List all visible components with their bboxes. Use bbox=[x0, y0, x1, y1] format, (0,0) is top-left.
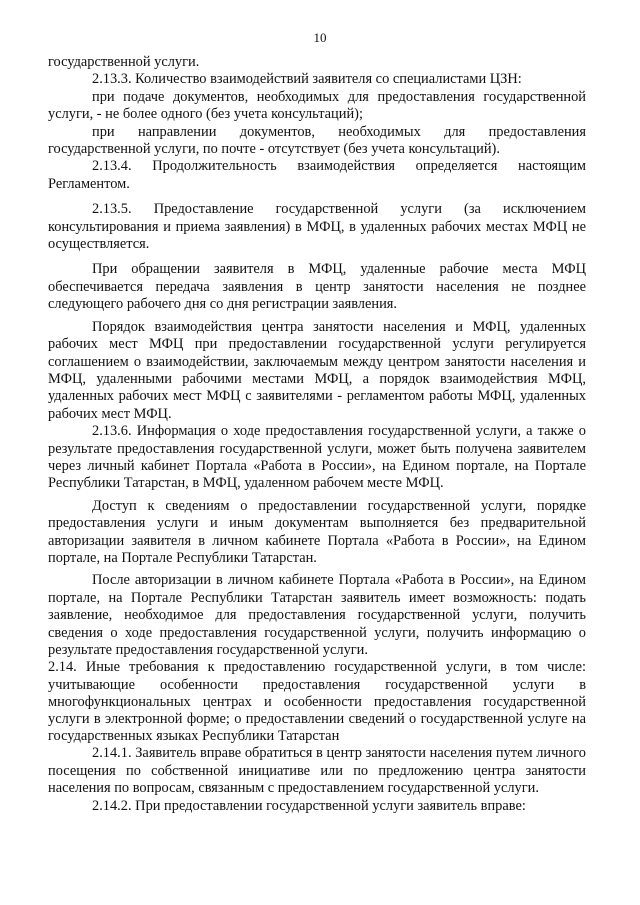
paragraph-2-13-6: 2.13.6. Информация о ходе предоставления государственной услуги, а также о результате предоставления государственной услуги, может быть получена заявителем через личный кабинет Портала «Работа в России», на Едином портале, на Портале Республики Татарстан, в МФЦ, удаленном рабочем месте МФЦ. bbox=[48, 423, 586, 492]
paragraph-2-13-4: 2.13.4. Продолжительность взаимодействия определяется настоящим Регламентом. bbox=[48, 158, 586, 192]
paragraph-2-13-5: 2.13.5. Предоставление государственной услуги (за исключением консультирования и приема заявления) в МФЦ, в удаленных рабочих местах МФЦ не осуществляется. bbox=[48, 201, 586, 253]
paragraph-authorization: После авторизации в личном кабинете Портала «Работа в России», на Едином портале, на Портале Республики Татарстан заявитель имеет возможность: подать заявление, необходимое для предоставления государственной услуги, получить сведения о ходе предоставления государственной услуги, получить информацию о результате предоставления государственной услуги. bbox=[48, 572, 586, 658]
document-body bbox=[48, 54, 586, 815]
paragraph-2-14-2: 2.14.2. При предоставлении государственной услуги заявитель вправе: bbox=[92, 797, 526, 814]
paragraph-mfc-transfer: При обращении заявителя в МФЦ, удаленные рабочие места МФЦ обеспечивается передача заявления в центр занятости населения не позднее следующего рабочего дня со дня регистрации заявления. bbox=[48, 261, 586, 313]
paragraph-continuation: государственной услуги. bbox=[48, 54, 200, 70]
paragraph-2-13-3: 2.13.3. Количество взаимодействий заявителя со специалистами ЦЗН: bbox=[92, 71, 522, 88]
paragraph-mail: при направлении документов, необходимых для предоставления государственной услуги, по почте - отсутствует (без учета консультаций). bbox=[48, 123, 586, 158]
paragraph-submission: при подаче документов, необходимых для предоставления государственной услуги, - не более одного (без учета консультаций); bbox=[48, 88, 586, 123]
section-heading-2-14: 2.14. Иные требования к предоставлению государственной услуги, в том числе: учитывающие особенности предоставления государственной услуги в многофункциональных центрах и особенности предоставления государственной услуги в электронной форме; о предоставлении сведений о государственной услуге на государственных языках Республики Татарстан bbox=[48, 659, 586, 745]
page-number: 10 bbox=[313, 30, 327, 45]
paragraph-interaction-order: Порядок взаимодействия центра занятости населения и МФЦ, удаленных рабочих мест МФЦ при предоставлении государственной услуги регулируется соглашением о взаимодействии, заключаемым между центром занятости населения и МФЦ, удаленными рабочими местами МФЦ, а порядок взаимодействия МФЦ, удаленных рабочих мест МФЦ с заявителями - регламентом работы МФЦ, удаленных рабочих мест МФЦ. bbox=[48, 318, 586, 422]
paragraph-2-14-1: 2.14.1. Заявитель вправе обратиться в центр занятости населения путем личного посещения по собственной инициативе или по предложению центра занятости населения по вопросам, связанным с предоставлением государственной услуги. bbox=[48, 745, 586, 797]
paragraph-access: Доступ к сведениям о предоставлении государственной услуги, порядке предоставления услуги и иным документам выполняется без предварительной авторизации заявителя в личном кабинете Портала «Работа в России», на Едином портале, на Портале Республики Татарстан. bbox=[48, 497, 586, 566]
